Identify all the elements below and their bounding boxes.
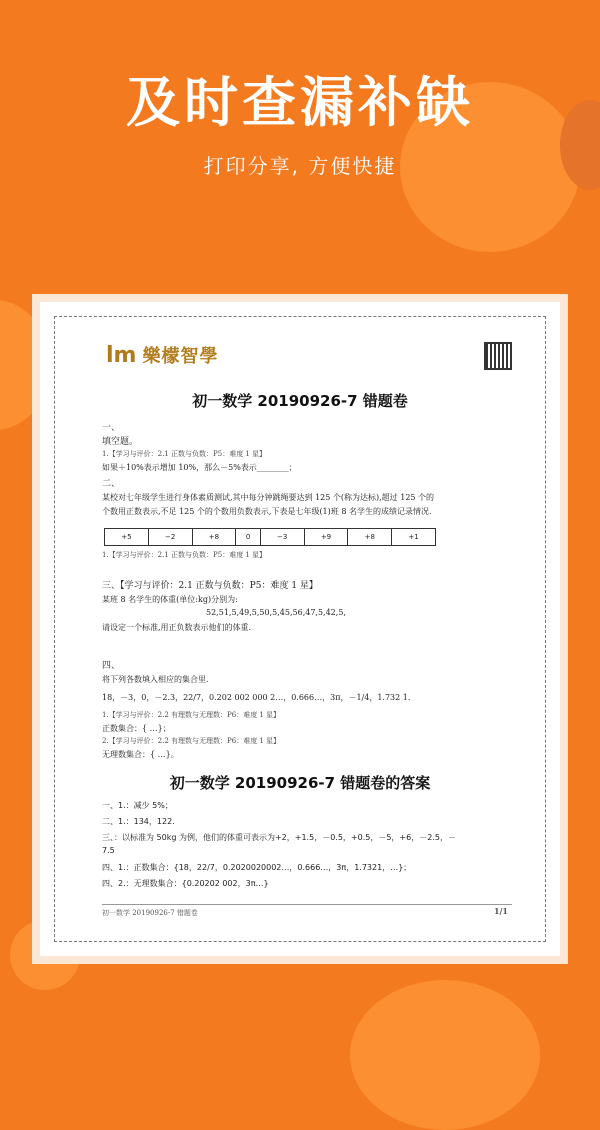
answer-line: 7.5: [102, 846, 115, 855]
hero-subtitle: 打印分享, 方便快捷: [203, 154, 397, 178]
section-heading: 三、【学习与评价：2.1 正数与负数：P5：难度 1 星】: [102, 581, 318, 591]
question-tag: 1.【学习与评价：2.1 正数与负数：P5：难度 1 星】: [102, 450, 267, 458]
table-cell: −2: [148, 529, 192, 546]
answers-title: 初一数学 20190926-7 错题卷的答案: [169, 774, 431, 792]
section-label: 填空题。: [102, 437, 139, 447]
question-text: 个数用正数表示,不足 125 个的个数用负数表示,下表是七年级(1)班 8 名学生的成绩记录情况.: [102, 507, 432, 516]
orange-fruit-decoration: [350, 980, 540, 1130]
table-row: [105, 529, 436, 546]
answer-line: 四、1.：正数集合：{18，22/7，0.2020020002…，0.666…，3π，1.7321，…}；: [102, 863, 412, 872]
score-table: [104, 528, 436, 546]
question-text: 某校对七年级学生进行身体素质测试,其中每分钟跳绳要达到 125 个(称为达标),超过 125 个的: [102, 493, 435, 502]
question-text: 无理数集合：{ …}。: [102, 750, 179, 759]
section-heading: 二、: [102, 479, 121, 489]
answer-line: 一、1.：减少 5%；: [102, 801, 173, 810]
question-text: 某班 8 名学生的体重(单位:kg)分别为:: [102, 595, 238, 604]
answer-line: 四、2.：无理数集合：{0.20202 002，3π…}: [102, 879, 269, 888]
table-cell: +8: [192, 529, 236, 546]
qr-code-icon: [484, 342, 512, 370]
question-text: 18，－3，0，－2.3，22/7，0.202 002 000 2…，0.666…，3π，－1/4，1.732 1.: [102, 693, 411, 702]
question-tag: 2.【学习与评价：2.2 有理数与无理数：P6：难度 1 星】: [102, 737, 281, 745]
document-title: 初一数学 20190926-7 错题卷: [192, 392, 408, 410]
section-heading: 一、: [102, 423, 121, 433]
hero-title: 及时查漏补缺: [126, 71, 474, 134]
table-cell: 0: [236, 529, 261, 546]
table-cell: +9: [304, 529, 348, 546]
section-heading: 四、: [102, 661, 121, 671]
question-tag: 1.【学习与评价：2.2 有理数与无理数：P6：难度 1 星】: [102, 711, 281, 719]
table-cell: +8: [348, 529, 392, 546]
question-text: 52,51,5,49,5,50,5,45,56,47,5,42,5,: [206, 608, 346, 617]
table-cell: −3: [260, 529, 304, 546]
question-text: 将下列各数填入相应的集合里.: [102, 675, 209, 684]
brand-mark-icon: lm: [106, 342, 137, 368]
table-cell: +1: [392, 529, 436, 546]
brand-name: 樂檬智學: [142, 346, 219, 367]
footer-doc-name: 初一数学 20190926-7 错题卷: [102, 909, 198, 917]
question-text: 如果＋10%表示增加 10%，那么－5%表示________；: [102, 463, 297, 472]
document-frame: [32, 294, 568, 964]
footer-divider: [102, 904, 512, 905]
question-text: 请设定一个标准,用正负数表示他们的体重.: [102, 623, 252, 632]
question-text: 正数集合：{ …}；: [102, 724, 171, 733]
table-cell: +5: [105, 529, 149, 546]
brand-logo: [106, 342, 218, 368]
exam-paper: [40, 302, 560, 956]
answer-line: 三、：以标准为 50kg 为例，他们的体重可表示为+2，+1.5，－0.5，+0.5，－5，+6，－2.5，－: [102, 833, 456, 842]
answer-line: 二、1.：134，122.: [102, 817, 175, 826]
page-number: 1/1: [493, 906, 508, 916]
question-tag: 1.【学习与评价：2.1 正数与负数：P5：难度 1 星】: [102, 551, 267, 559]
